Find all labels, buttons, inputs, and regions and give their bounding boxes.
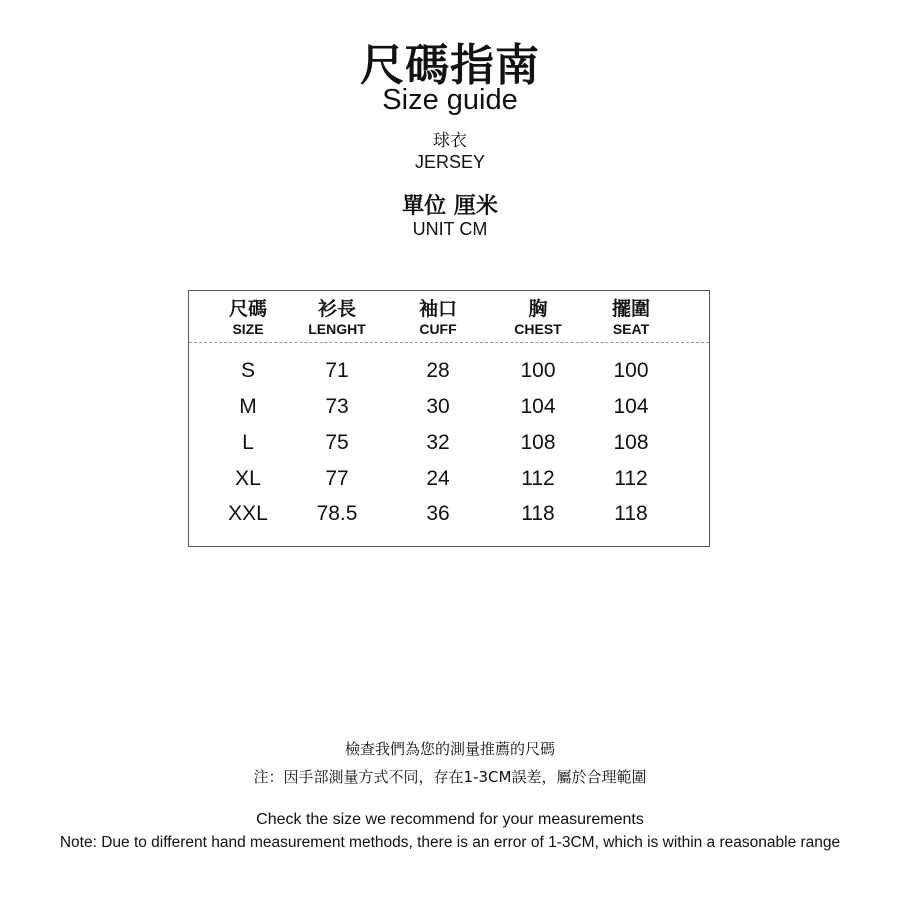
cell-cuff: 30 [426,395,450,418]
note-chinese-line-2: 注：因手部測量方式不同，存在1-3CM誤差，屬於合理範圍 [253,768,647,786]
cell-size: L [242,431,254,454]
cell-length: 75 [325,431,349,454]
cell-length: 73 [325,395,349,418]
unit-english: UNIT CM [412,219,488,239]
title-english: Size guide [382,84,518,116]
category-english: JERSEY [414,152,486,172]
size-table [188,290,710,547]
header-size-en: SIZE [232,321,264,337]
cell-chest: 100 [520,359,556,382]
cell-size: XXL [228,502,268,525]
cell-length: 78.5 [316,502,358,525]
cell-cuff: 24 [426,467,450,490]
cell-seat: 104 [613,395,649,418]
cell-size: XL [235,467,261,490]
cell-size: M [239,395,257,418]
category-chinese: 球衣 [433,131,467,151]
note-english-line-1: Check the size we recommend for your measurements [256,811,644,828]
cell-size: S [240,359,255,382]
cell-seat: 108 [613,431,649,454]
cell-seat: 118 [614,502,648,525]
header-length-zh: 衫長 [317,298,356,320]
header-chest-zh: 胸 [528,298,548,320]
cell-seat: 112 [614,467,648,490]
header-size-zh: 尺碼 [228,298,267,320]
header-divider [189,342,709,343]
cell-chest: 104 [520,395,556,418]
header-seat-en: SEAT [612,321,650,337]
header-chest-en: CHEST [514,321,562,337]
cell-length: 71 [325,359,349,382]
header-cuff-en: CUFF [419,321,457,337]
note-chinese-line-1: 檢查我們為您的測量推薦的尺碼 [344,740,555,758]
note-english-line-2: Note: Due to different hand measurement methods, there is an error of 1-3CM, which is within a reasonable range [59,834,841,851]
cell-chest: 112 [521,467,555,490]
cell-chest: 108 [520,431,556,454]
cell-cuff: 28 [426,359,450,382]
title-chinese: 尺碼指南 [360,40,540,91]
header-seat-zh: 擺圍 [611,298,650,320]
cell-cuff: 32 [426,431,450,454]
cell-chest: 118 [521,502,555,525]
cell-cuff: 36 [426,502,450,525]
header-length-en: LENGHT [308,321,366,337]
unit-chinese: 單位 厘米 [402,194,498,219]
cell-length: 77 [325,467,349,490]
header-cuff-zh: 袖口 [418,298,457,320]
cell-seat: 100 [613,359,649,382]
